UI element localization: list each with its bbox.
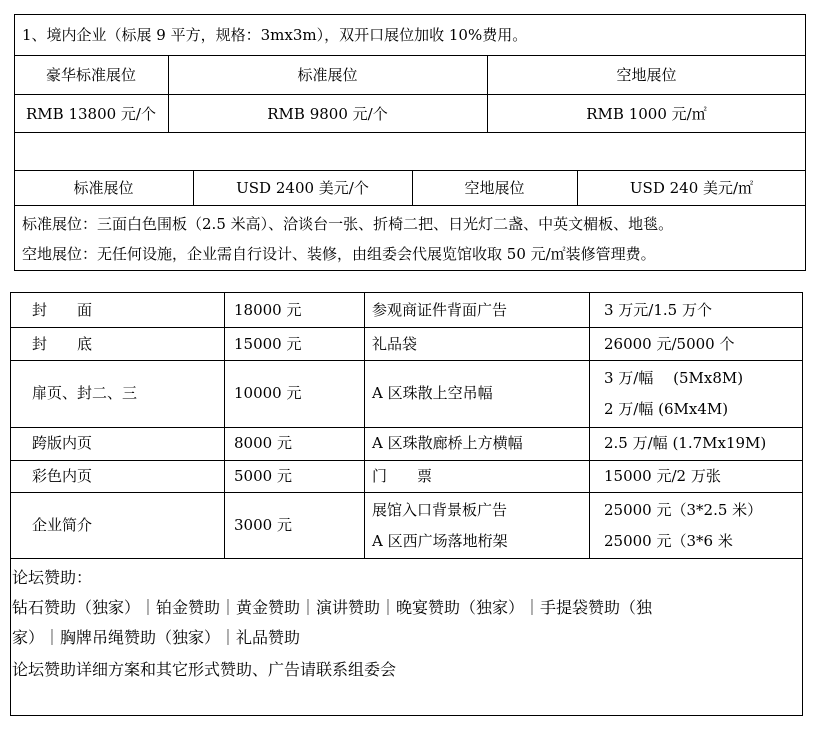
ad-row-6-price2b: 25000 元（3*6 米 — [604, 532, 733, 550]
ad-row-3-price2a: 3 万/幅 (5Mx8M) — [604, 369, 744, 387]
price-space: RMB 1000 元/㎡ — [586, 105, 707, 123]
forum-options-line2: 家）｜胸牌吊绳赞助（独家）｜礼品赞助 — [12, 628, 301, 647]
intl-standard-price: USD 2400 美元/个 — [236, 179, 369, 197]
price-standard: RMB 9800 元/个 — [267, 105, 388, 123]
ad-row-1-price2: 3 万元/1.5 万个 — [604, 301, 712, 319]
ad-row-1-item: 封 面 — [32, 301, 93, 319]
ad-row-4-item: 跨版内页 — [32, 434, 93, 452]
ad-row-2-price2: 26000 元/5000 个 — [604, 335, 735, 353]
ad-row-6-price: 3000 元 — [234, 516, 292, 534]
ad-row-4-price: 8000 元 — [234, 434, 292, 452]
ad-row-4-item2: A 区珠散廊桥上方横幅 — [372, 434, 523, 452]
forum-contact-note: 论坛赞助详细方案和其它形式赞助、广告请联系组委会 — [12, 660, 397, 679]
ad-row-6-price2a: 25000 元（3*2.5 米） — [604, 501, 763, 519]
forum-options-line1: 钻石赞助（独家）｜铂金赞助｜黄金赞助｜演讲赞助｜晚宴赞助（独家）｜手提袋赞助（独 — [12, 598, 653, 617]
price-luxury: RMB 13800 元/个 — [26, 105, 156, 123]
space-booth-note: 空地展位：无任何设施，企业需自行设计、装修，由组委会代展览馆收取 50 元/㎡装修管理费。 — [22, 245, 656, 263]
ad-row-6-item: 企业简介 — [32, 516, 93, 534]
ad-row-3-price2b: 2 万/幅 (6Mx4M) — [604, 400, 729, 418]
header-standard-booth: 标准展位 — [297, 66, 358, 84]
ad-row-2-item: 封 底 — [32, 335, 93, 353]
domestic-title: 1、境内企业（标展 9 平方，规格：3mx3m），双开口展位加收 10%费用。 — [22, 26, 528, 44]
standard-booth-note: 标准展位：三面白色围板（2.5 米高）、洽谈台一张、折椅二把、日光灯二盏、中英文楣板、地毯。 — [22, 215, 674, 233]
intl-space-price: USD 240 美元/㎡ — [629, 179, 754, 197]
ad-row-6-item2a: 展馆入口背景板广告 — [372, 501, 508, 519]
ad-row-3-price: 10000 元 — [234, 384, 302, 402]
ad-row-6-item2b: A 区西广场落地桁架 — [372, 532, 508, 550]
ad-row-5-item2: 门 票 — [372, 467, 433, 485]
ad-row-2-item2: 礼品袋 — [372, 335, 418, 353]
ad-row-2-price: 15000 元 — [234, 335, 302, 353]
ad-row-5-price2: 15000 元/2 万张 — [604, 467, 721, 485]
ad-row-1-price: 18000 元 — [234, 301, 302, 319]
intl-space-label: 空地展位 — [464, 179, 525, 197]
forum-title: 论坛赞助： — [12, 568, 93, 587]
header-luxury-booth: 豪华标准展位 — [45, 66, 136, 84]
ad-row-3-item2: A 区珠散上空吊幅 — [372, 384, 493, 402]
intl-standard-label: 标准展位 — [73, 179, 134, 197]
ad-row-1-item2: 参观商证件背面广告 — [372, 301, 508, 319]
ad-row-4-price2: 2.5 万/幅 (1.7Mx19M) — [604, 434, 767, 452]
header-space-booth: 空地展位 — [616, 66, 677, 84]
ad-row-5-item: 彩色内页 — [32, 467, 93, 485]
ad-row-3-item: 扉页、封二、三 — [32, 384, 138, 402]
ad-row-5-price: 5000 元 — [234, 467, 292, 485]
